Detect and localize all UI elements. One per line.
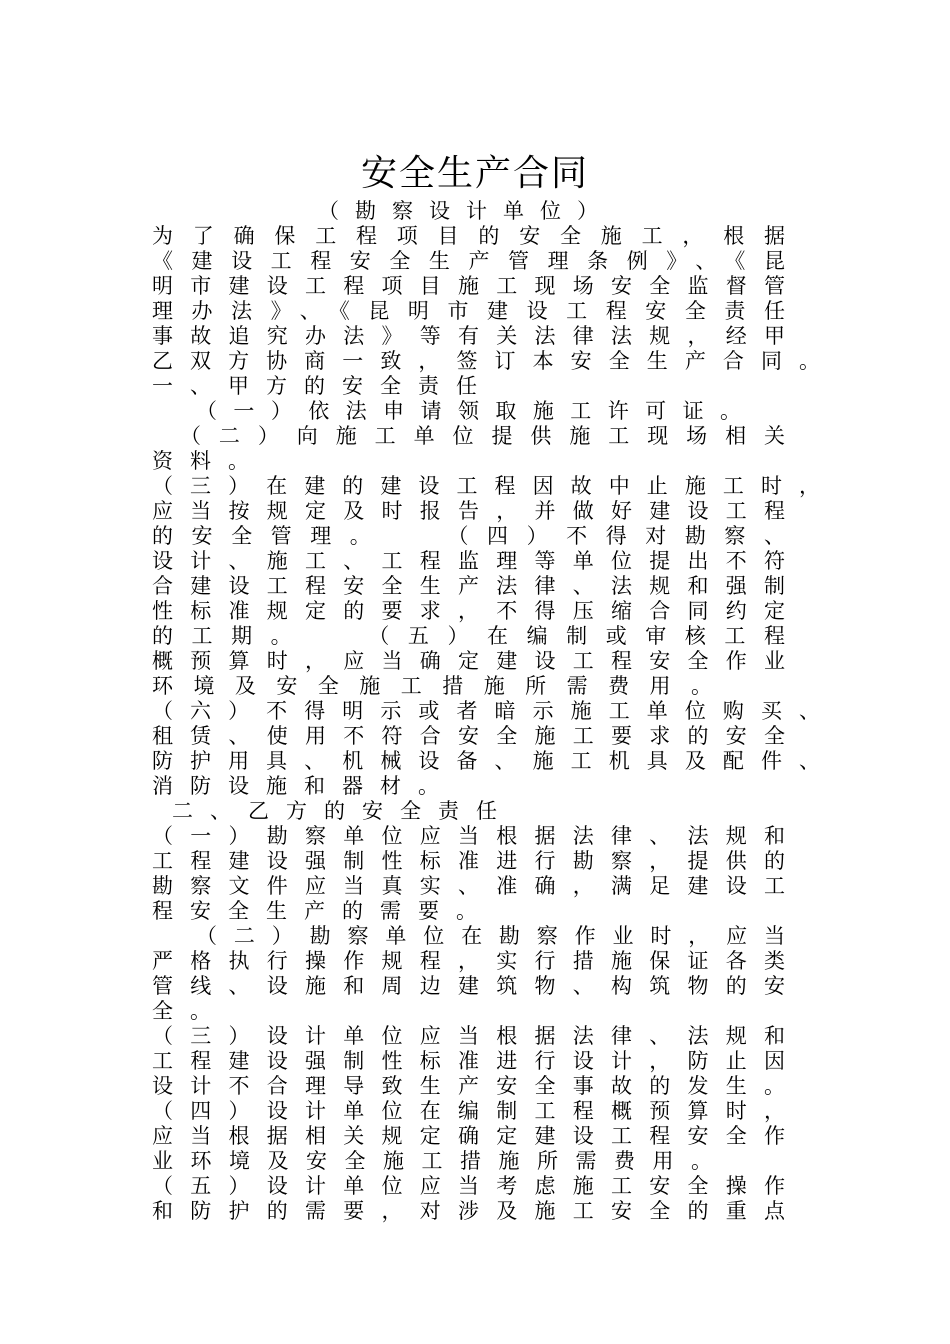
text-line: 概预算时，应当确定建设工程安全作业 (152, 649, 785, 673)
text-line: （四）设计单位在编制工程概预算时， (152, 1099, 785, 1123)
document-title: 安全生产合同 (360, 153, 589, 194)
text-line: 环境及安全施工措施所需费用。 (152, 674, 712, 698)
text-line: （二）勘察单位在勘察作业时，应当 (196, 924, 785, 948)
text-line: （三）在建的建设工程因故中止施工时， (152, 474, 820, 498)
text-line: 设计不合理导致生产安全事故的发生。 (152, 1074, 785, 1098)
text-line: 消防设施和器材。 (152, 774, 456, 798)
section-heading: 一、甲方的安全责任 (152, 374, 494, 398)
text-line: 合建设工程安全生产法律、法规和强制 (152, 574, 785, 598)
text-line: 工程建设强制性标准进行设计，防止因 (152, 1049, 785, 1073)
text-line: 勘察文件应当真实、准确，满足建设工 (152, 874, 785, 898)
text-line: （二）向施工单位提供施工现场相关 (180, 424, 785, 448)
text-line: 资料。 (152, 449, 266, 473)
text-line: 严格执行操作规程，实行措施保证各类 (152, 949, 785, 973)
text-line: 应当根据相关规定确定建设工程安全作 (152, 1124, 785, 1148)
text-line: 业环境及安全施工措施所需费用。 (152, 1149, 712, 1173)
text-line: 防护用具、机械设备、施工机具及配件、 (152, 749, 820, 773)
text-line: 租赁、使用不符合安全施工要求的安全 (152, 724, 785, 748)
text-line: 程安全生产的需要。 (152, 899, 494, 923)
text-line: 乙双方协商一致，签订本安全生产合同。 (152, 349, 820, 373)
text-line: （五）设计单位应当考虑施工安全操作 (152, 1174, 785, 1198)
text-line: （一）依法申请领取施工许可证。 (196, 399, 741, 423)
text-line: （三）设计单位应当根据法律、法规和 (152, 1024, 785, 1048)
text-line: 设计、施工、工程监理等单位提出不符 (152, 549, 785, 573)
text-line: 理办法》、《昆明市建设工程安全责任 (152, 299, 785, 323)
text-line: 性标准规定的要求，不得压缩合同约定 (152, 599, 785, 623)
text-line: 为了确保工程项目的安全施工，根据 (152, 224, 785, 248)
text-line: 和防护的需要，对涉及施工安全的重点 (152, 1199, 785, 1223)
text-line: 工程建设强制性标准进行勘察，提供的 (152, 849, 785, 873)
text-line: 的工期。 （五）在编制或审核工程 (152, 624, 785, 648)
text-line: 全。 (152, 999, 228, 1023)
text-line: 《建设工程安全生产管理条例》、《昆 (152, 249, 785, 273)
text-line: 应当按规定及时报告，并做好建设工程 (152, 499, 785, 523)
text-line: （六）不得明示或者暗示施工单位购买、 (152, 699, 820, 723)
document-subtitle: （勘察设计单位） (318, 199, 598, 223)
text-line: 事故追究办法》等有关法律法规，经甲 (152, 324, 785, 348)
text-line: 的安全管理。 （四）不得对勘察、 (152, 524, 785, 548)
section-heading: 二、乙方的安全责任 (172, 799, 514, 823)
text-line: （一）勘察单位应当根据法律、法规和 (152, 824, 785, 848)
text-line: 管线、设施和周边建筑物、构筑物的安 (152, 974, 785, 998)
text-line: 明市建设工程项目施工现场安全监督管 (152, 274, 785, 298)
